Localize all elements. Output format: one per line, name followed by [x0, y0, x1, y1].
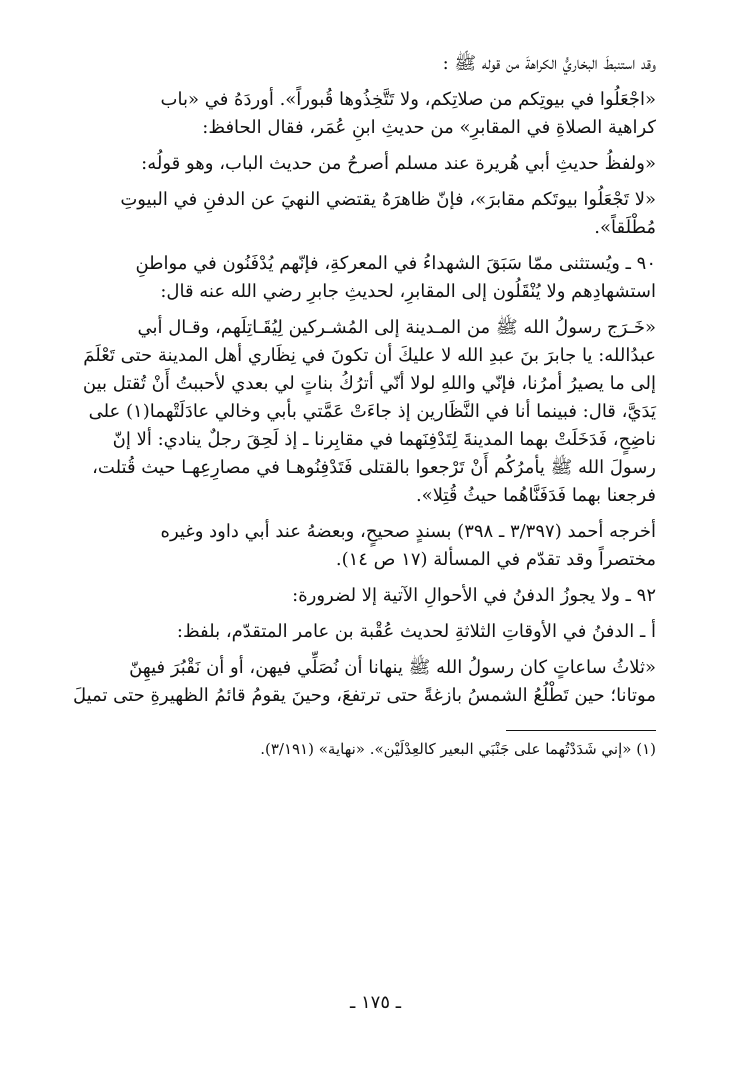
paragraph — [95, 250, 656, 306]
text-line: رسولَ الله ﷺ يأمرُكُم أَنْ تَرْجعوا بالقتلى فَتَدْفِنُوهـا في مصارِعِهـا حيث قُتلت، — [92, 457, 656, 478]
text-line: ناضِحٍ، فَدَخَلَتْ بهما المدينةَ لِتَدْفِنَهما في مقابِرنا ـ إذ لَحِقَ رجلٌ ينادي: ألا إنّ — [112, 429, 656, 450]
paragraph — [95, 582, 656, 610]
text-line: عبدُالله: يا جابرَ بنَ عبدِ الله لا عليكَ أن تكونَ في نِظَاري أهل المدينة حتى تَعْلَمَ — [83, 345, 656, 366]
paragraph — [95, 86, 656, 142]
text-line: استشهادِهم ولا يُنْقَلُون إلى المقابرِ، لحديثِ جابرِ رضي الله عنه قال: — [160, 281, 656, 302]
text-line: موتانا؛ حين تَطْلُعُ الشمسُ بازغةً حتى ترتفعَ، وحينَ يقومُ قائمُ الظهيرةِ حتى تميلَ — [72, 685, 656, 706]
paragraph — [95, 518, 656, 574]
footnote-separator — [506, 730, 656, 731]
text-line: يَدَيَّ، قال: فبينما أنا في النَّظَارين إذ جاءَتْ عَمَّتي بأبي وخالي عادَلَتْهما(١) على — [88, 401, 656, 422]
text-line: ٩٠ ـ ويُستثنى ممّا سَبَقَ الشهداءُ في المعركةِ، فإنّهم يُدْفَنُون في مواطنِ — [135, 253, 656, 274]
paragraph — [82, 314, 656, 510]
text-line: «اجْعَلُوا في بيوتِكم من صلاتِكم، ولا تَتَّخِذُوها قُبوراً». أوردَهُ في «باب — [160, 89, 656, 110]
text-line: أ ـ الدفنُ في الأوقاتِ الثلاثةِ لحديث عُقْبة بن عامر المتقدّم، بلفظ: — [176, 621, 656, 642]
paragraph — [95, 618, 656, 646]
body-text — [72, 50, 656, 710]
text-line: ٩٢ ـ ولا يجوزُ الدفنُ في الأحوالِ الآتية إلا لضرورة: — [292, 585, 656, 606]
text-line: «لا تَجْعَلُوا بيوتَكم مقابرَ»، فإنّ ظاهرَهُ يقتضي النهيَ عن الدفنِ في البيوتِ — [120, 189, 656, 210]
text-line: «خَـرَج رسولُ الله ﷺ من المـدينة إلى المُشـركين لِيُقَـاتِلَهم، وقـال أبي — [137, 317, 656, 338]
page-number: ـ ١٧٥ ـ — [349, 992, 401, 1013]
text-line: «ثلاثُ ساعاتٍ كان رسولُ الله ﷺ ينهانا أن نُصَلِّي فيهن، أو أن نَقْبُرَ فيهِنّ — [129, 657, 656, 678]
text-line: وقد استنبطَ البخاريُّ الكراهةَ من قوله ﷺ : — [442, 53, 656, 74]
text-line: كراهية الصلاةِ في المقابرِ» من حديثِ ابنِ عُمَر، فقال الحافظ: — [202, 117, 656, 138]
footnote: (١) «إني شَدَدْتُهما على جَنْبَي البعير كالعِدْلَيْن». «نهاية» (٣/١٩١). — [260, 740, 656, 758]
text-line: مختصراً وقد تقدّم في المسألة (١٧ ص ١٤). — [335, 549, 656, 570]
paragraph — [95, 150, 656, 178]
paragraph — [95, 50, 656, 78]
text-line: «ولفظُ حديثِ أبي هُريرة عند مسلم أصرحُ من حديث الباب، وهو قولُه: — [141, 153, 656, 174]
text-line: مُطْلَقاً». — [594, 217, 656, 238]
paragraph — [72, 654, 656, 710]
paragraph — [95, 186, 656, 242]
text-line: فرجعنا بهما فَدَفَنَّاهُما حيثُ قُتِلا». — [415, 485, 656, 506]
text-line: أخرجه أحمد (٣/٣٩٧ ـ ٣٩٨) بسندٍ صحيحٍ، وبعضهُ عند أبي داود وغيره — [160, 521, 656, 542]
text-line: إلى ما يصيرُ أمرُنا، فإنّي واللهِ لولا أنّي أترُكُ بناتٍ لي بعدي لأحببتُ أَنْ تُقتل بين — [82, 373, 656, 394]
